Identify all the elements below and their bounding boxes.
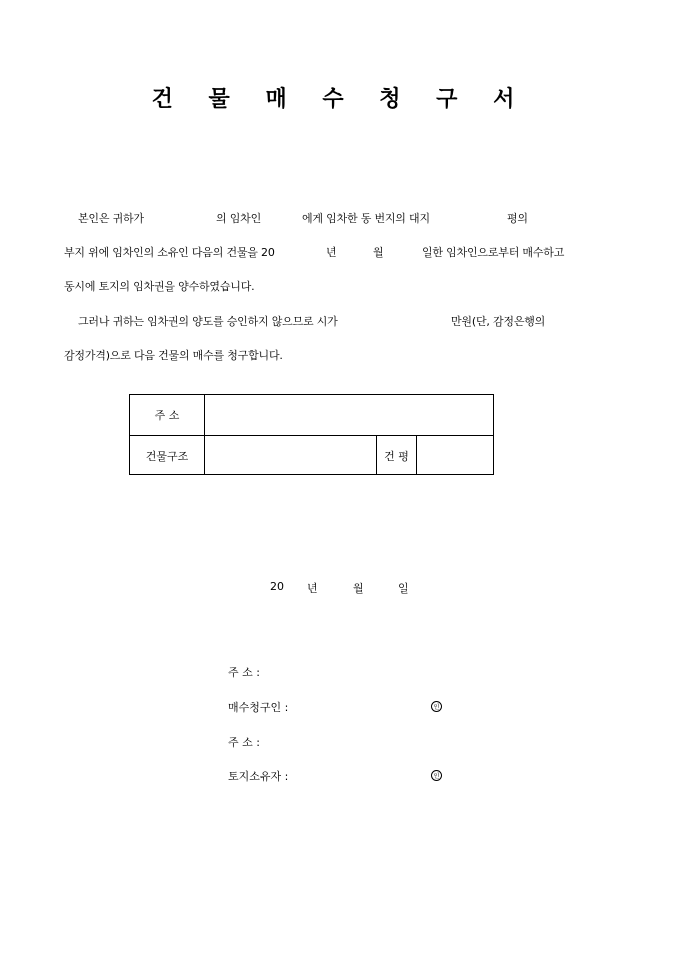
structure-label: 건물구조 xyxy=(130,436,205,475)
body-line-3: 동시에 토지의 임차권을 양수하였습니다. xyxy=(64,280,255,293)
claimant-address-label: 주 소 : xyxy=(228,666,260,679)
landowner-address-label: 주 소 : xyxy=(228,736,260,749)
table-row-address xyxy=(130,395,493,435)
landowner-label: 토지소유자 : xyxy=(228,770,289,783)
address-value xyxy=(205,395,493,435)
body-text: 에게 임차한 동 번지의 대지 xyxy=(302,212,430,225)
area-label: 건 평 xyxy=(377,436,417,475)
body-text: 본인은 귀하가 xyxy=(78,212,144,225)
body-line-5: 감정가격)으로 다음 건물의 매수를 청구합니다. xyxy=(64,349,283,362)
table-row-structure xyxy=(130,435,493,475)
building-info-table xyxy=(129,394,494,475)
body-text: 만원(단, 감정은행의 xyxy=(451,315,546,328)
date-day-unit: 일 xyxy=(398,582,409,595)
date-year: 20 xyxy=(270,580,284,593)
structure-value xyxy=(205,436,377,475)
body-text: 평의 xyxy=(507,212,528,225)
document-title: 건 물 매 수 청 구 서 xyxy=(151,86,529,112)
body-text: 부지 위에 임차인의 소유인 다음의 건물을 20 xyxy=(64,246,275,259)
body-text: 그러나 귀하는 임차권의 양도를 승인하지 않으므로 시가 xyxy=(78,315,338,328)
seal-icon: 인 xyxy=(431,770,442,781)
body-text: 월 xyxy=(373,246,384,259)
date-month-unit: 월 xyxy=(353,582,364,595)
date-year-unit: 년 xyxy=(307,582,318,595)
claimant-label: 매수청구인 : xyxy=(228,701,289,714)
area-value xyxy=(417,436,493,475)
body-text: 년 xyxy=(326,246,337,259)
body-text: 의 임차인 xyxy=(216,212,262,225)
address-label: 주 소 xyxy=(130,395,205,435)
body-text: 일한 임차인으로부터 매수하고 xyxy=(422,246,565,259)
seal-icon: 인 xyxy=(431,701,442,712)
